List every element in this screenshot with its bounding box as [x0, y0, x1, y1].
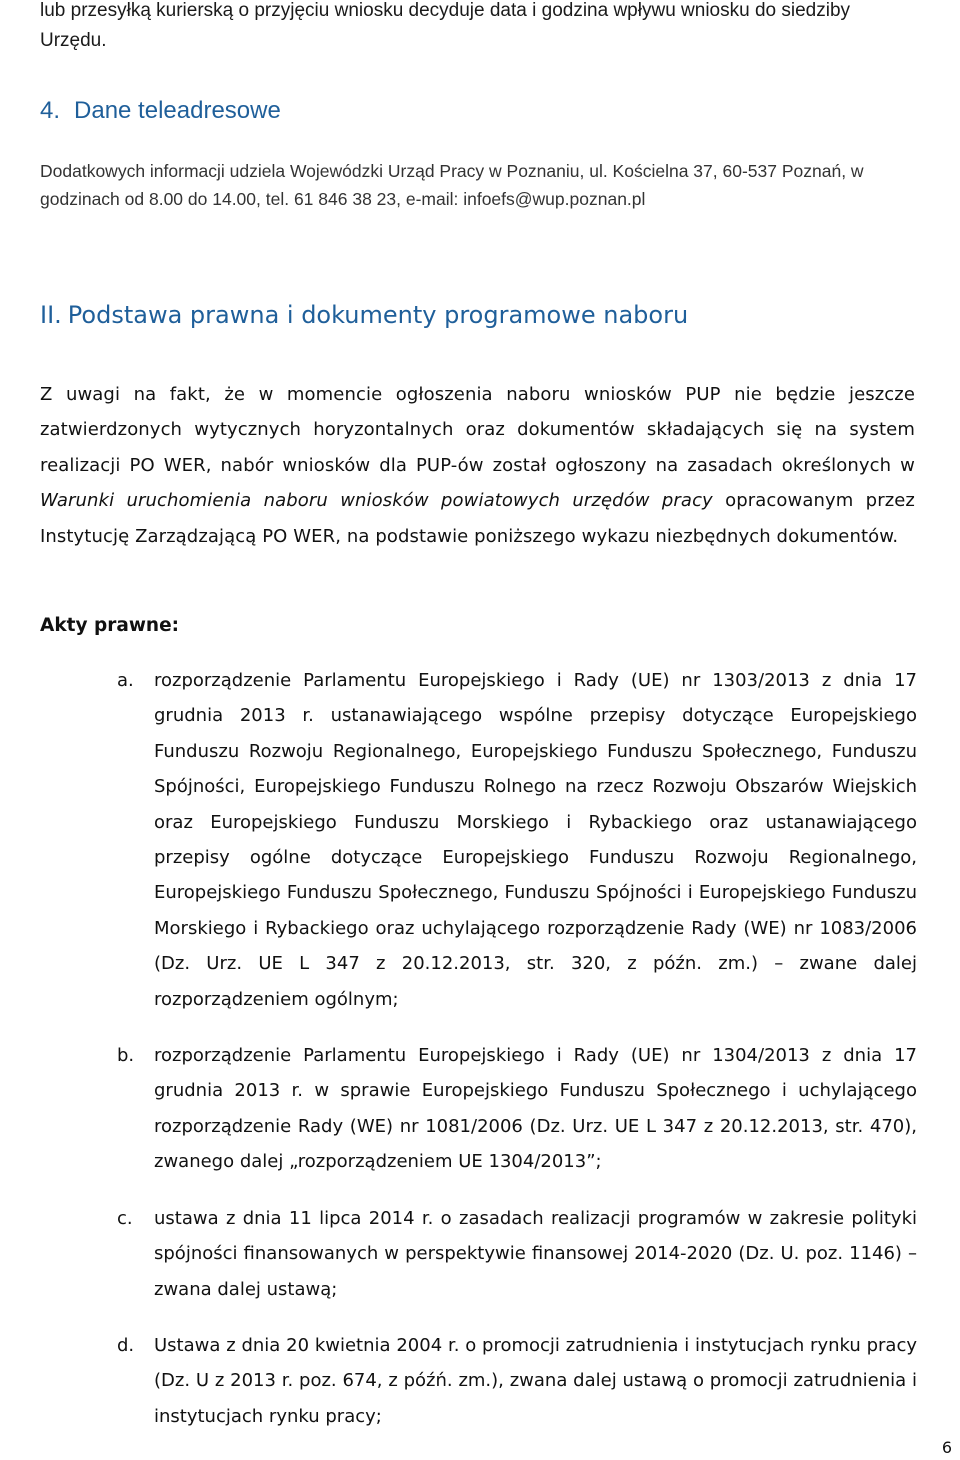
list-item-text: rozporządzenie Parlamentu Europejskiego i Rady (UE) nr 1303/2013 z dnia 17 grudnia 2013 r. ustanawiającego wspólne przepisy dotyczące Europejskiego Funduszu Rozwoju Regionalnego, Europejskiego Funduszu Społecznego, Funduszu Spójności, Europejskiego Funduszu Rolnego na rzecz Rozwoju Obszarów Wiejskich oraz Europejskiego Funduszu Morskiego i Rybackiego oraz ustanawiającego przepisy ogólne dotyczące Europejskiego Funduszu Rozwoju Regionalnego, Europejskiego Funduszu Społecznego, Funduszu Spójności i Europejskiego Funduszu Morskiego i Rybackiego oraz uchylającego rozporządzenie Rady (WE) nr 1083/2006 (Dz. Urz. UE L 347 z 20.12.2013, str. 320, z późn. zm.) – zwane dalej rozporządzeniem ogólnym; [154, 670, 917, 1010]
contact-paragraph: Dodatkowych informacji udziela Wojewódzki Urząd Pracy w Poznaniu, ul. Kościelna 37, 60-537 Poznań, w godzinach od 8.00 do 14.00, tel. 61 846 38 23, e-mail: infoefs@wup.poznan.pl [40, 161, 864, 209]
list-item [117, 663, 917, 1017]
legal-acts-heading: Akty prawne: [40, 615, 180, 636]
list-marker: a. [117, 670, 134, 691]
list-item [117, 1201, 917, 1307]
list-marker: b. [117, 1045, 135, 1066]
page-number: 6 [941, 1438, 952, 1457]
legal-basis-paragraph [40, 377, 915, 554]
list-item-text: rozporządzenie Parlamentu Europejskiego i Rady (UE) nr 1304/2013 z dnia 17 grudnia 2013 r. w sprawie Europejskiego Funduszu Społecznego i uchylającego rozporządzenie Rady (WE) nr 1081/2006 (Dz. Urz. UE L 347 z 20.12.2013, str. 470), zwanego dalej „rozporządzeniem UE 1304/2013”; [154, 1045, 917, 1173]
list-item-text: ustawa z dnia 11 lipca 2014 r. o zasadach realizacji programów w zakresie polityki spójności finansowanych w perspektywie finansowej 2014-2020 (Dz. U. poz. 1146) – zwana dalej ustawą; [154, 1208, 917, 1300]
list-marker: c. [117, 1208, 133, 1229]
list-marker: d. [117, 1335, 135, 1356]
paragraph-text-before: Z uwagi na fakt, że w momencie ogłoszenia naboru wniosków PUP nie będzie jeszcze zatwierdzonych wytycznych horyzontalnych oraz dokumentów składających się na system realizacji PO WER, nabór wniosków dla PUP-ów został ogłoszony na zasadach określonych w [40, 384, 915, 476]
section-II-number: II. [40, 301, 62, 329]
section-II-heading [40, 299, 915, 331]
list-item [117, 1328, 917, 1434]
list-item [117, 1038, 917, 1180]
intro-paragraph: lub przesyłką kurierską o przyjęciu wniosku decyduje data i godzina wpływu wniosku do siedziby Urzędu. [40, 0, 851, 51]
section-4-heading [40, 96, 915, 126]
paragraph-italic-title: Warunki uruchomienia naboru wniosków powiatowych urzędów pracy [40, 490, 713, 512]
section-II-title: Podstawa prawna i dokumenty programowe naboru [67, 301, 689, 329]
section-4-title: Dane teleadresowe [74, 97, 281, 124]
list-item-text: Ustawa z dnia 20 kwietnia 2004 r. o promocji zatrudnienia i instytucjach rynku pracy (Dz. U z 2013 r. poz. 674, z późń. zm.), zwana dalej ustawą o promocji zatrudnienia i instytucjach rynku pracy; [154, 1335, 917, 1427]
section-4-number: 4. [40, 97, 61, 124]
paragraph-text-after: opracowanym przez Instytucję Zarządzającą PO WER, na podstawie poniższego wykazu niezbędnych dokumentów. [40, 490, 915, 547]
